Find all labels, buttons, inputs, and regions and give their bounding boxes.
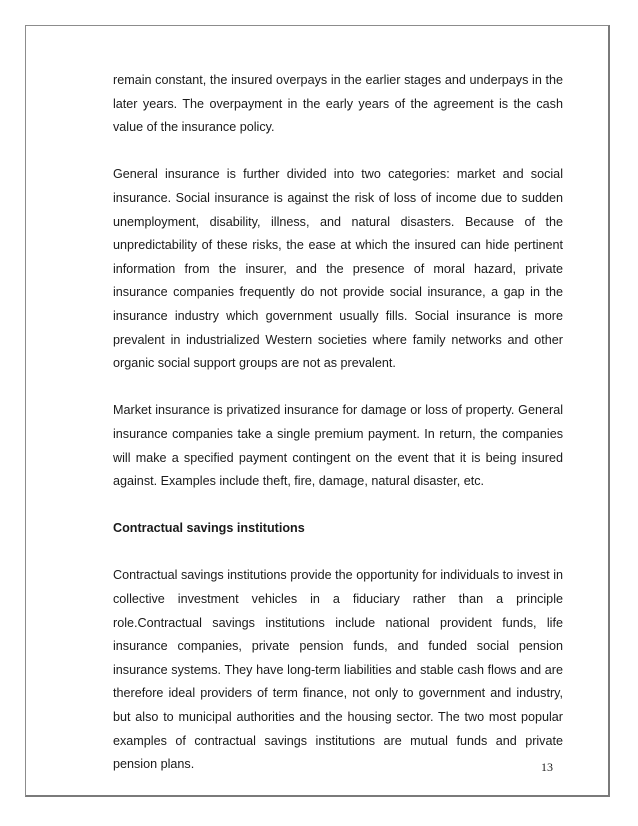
paragraph-1: remain constant, the insured overpays in the earlier stages and underpays in the later years. The overpayment in the early years of the agreement is the cash value of the insurance policy. [113,73,563,135]
section-heading: Contractual savings institutions [113,521,305,536]
paragraph-2: General insurance is further divided into two categories: market and social insurance. Social insurance is against the risk of loss of income due to sudden unemployment, disability, illness, and natural disasters. Because of the unpredictability of these risks, the ease at which the insured can hide pertinent information from the insurer, and the presence of moral hazard, private insurance companies frequently do not provide social insurance, a gap in the insurance industry which government usually fills. Social insurance is more prevalent in industrialized Western societies where family networks and other organic social support groups are not as prevalent. [113,167,563,371]
section-paragraph: Contractual savings institutions provide the opportunity for individuals to invest in collective investment vehicles in a fiduciary rather than a principle role.Contractual savings institutions include national provident funds, life insurance companies, private pension funds, and funded social pension insurance systems. They have long-term liabilities and stable cash flows and are therefore ideal providers of term finance, not only to government and industry, but also to municipal authorities and the housing sector. The two most popular examples of contractual savings institutions are mutual funds and private pension plans. [113,568,563,772]
page-number: 13 [541,760,553,774]
paragraph-3: Market insurance is privatized insurance for damage or loss of property. General insurance companies take a single premium payment. In return, the companies will make a specified payment contingent on the event that it is being insured against. Examples include theft, fire, damage, natural disaster, etc. [113,403,563,489]
document-body [113,69,563,777]
